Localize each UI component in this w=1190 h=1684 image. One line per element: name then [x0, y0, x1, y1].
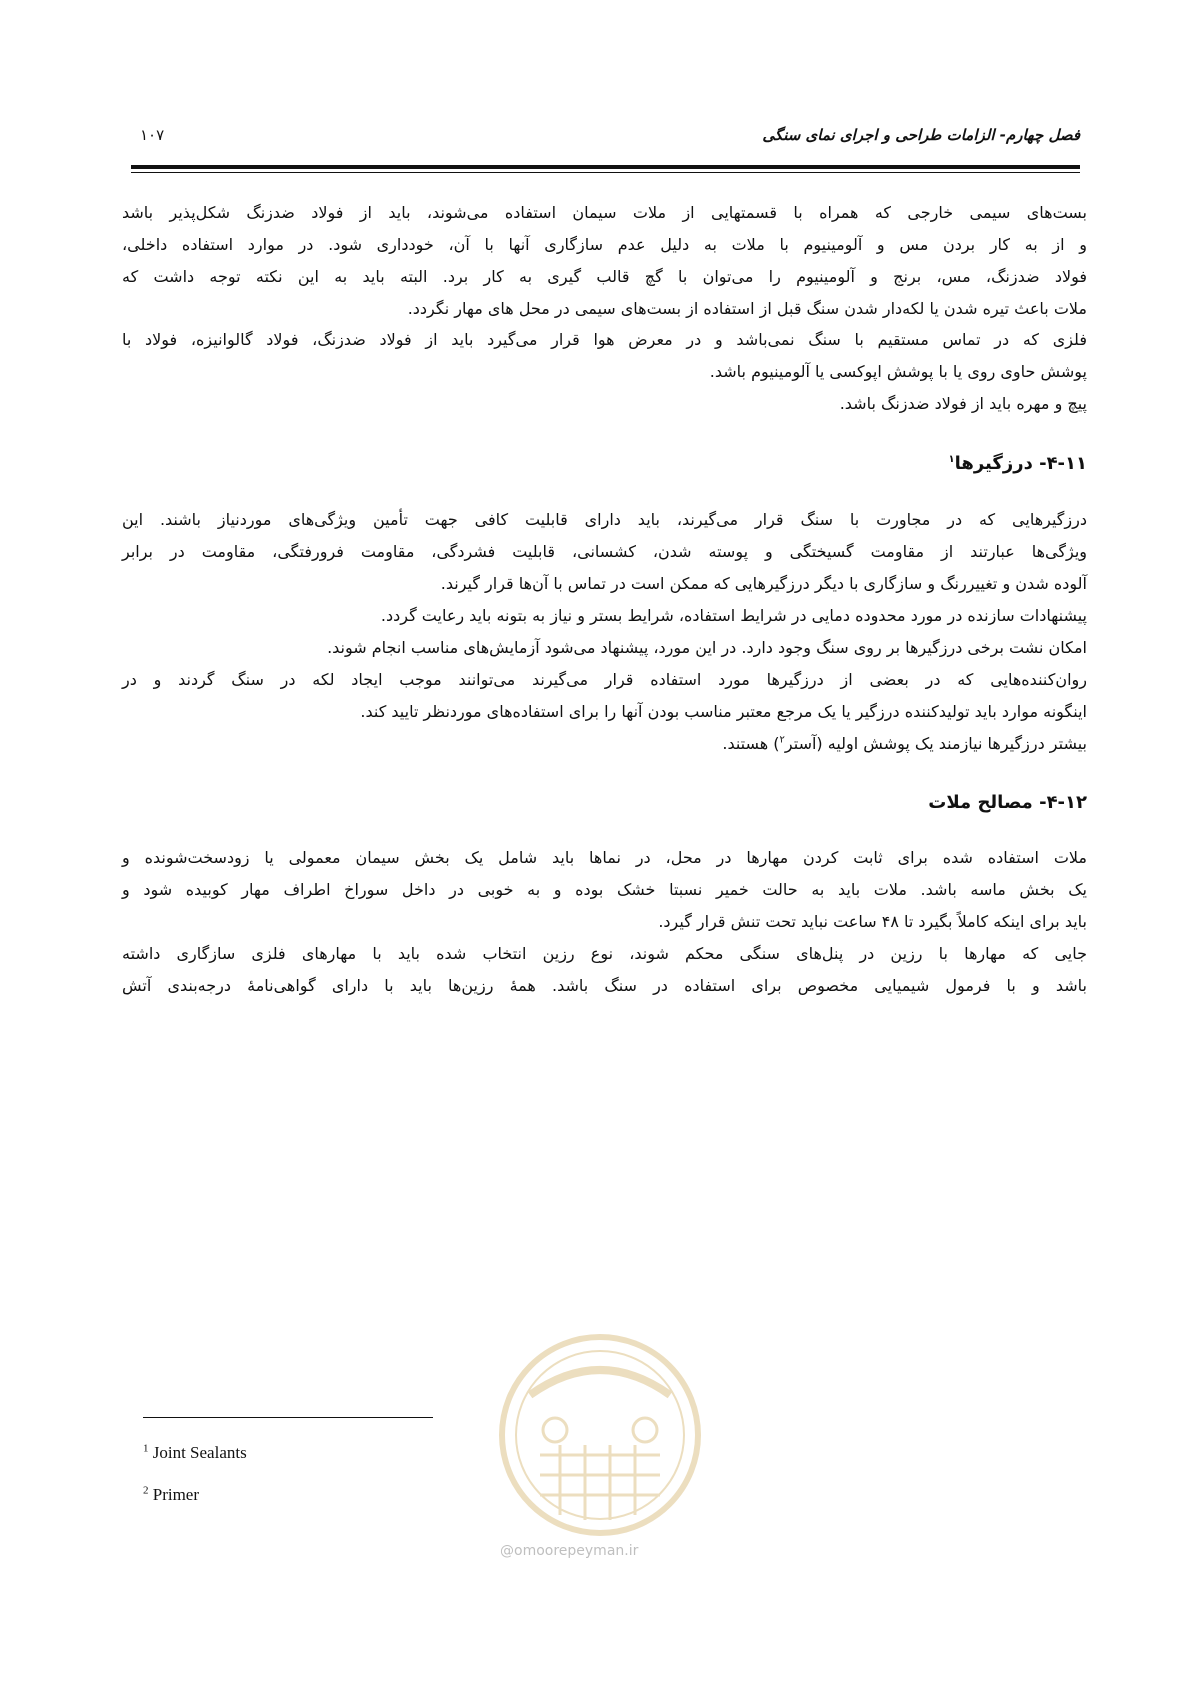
paragraph-line: اینگونه موارد باید تولیدکننده درزگیر یا یک مرجع معتبر مناسب بودن آنها را برای استفاده‌های موردنظر تایید کند.	[360, 702, 1087, 721]
paragraph-line: فولاد ضدزنگ، مس، برنج و آلومینیوم را می‌توان با گچ قالب گیری به کار برد. البته باید به این نکته توجه داشت که	[122, 267, 1087, 286]
paragraph-line: پوشش حاوی روی یا با پوشش اپوکسی یا آلومینیوم باشد.	[709, 362, 1087, 381]
section-heading	[949, 453, 1088, 474]
paragraph-text: بیشتر درزگیرها نیازمند یک پوشش اولیه (آستر	[784, 734, 1087, 753]
paragraph-line: آلوده شدن و تغییررنگ و سازگاری با دیگر درزگیرهایی که ممکن است در تماس با آن‌ها قرار گیرند.	[440, 574, 1087, 593]
footnote-rule	[143, 1417, 433, 1418]
watermark-logo-icon	[470, 1325, 730, 1565]
footnote-ref: ۱	[948, 454, 955, 465]
header-rule-thick	[131, 165, 1080, 169]
footnote-text: Joint Sealants	[152, 1443, 247, 1462]
paragraph-line: ویژگی‌ها عبارتند از مقاومت گسیختگی و پوسته شدن، کشسانی، قابلیت فشردگی، مقاومت فرورفتگی، مقاومت در برابر	[122, 542, 1087, 561]
chapter-title: فصل چهارم- الزامات طراحی و اجرای نمای سنگی	[762, 126, 1080, 144]
watermark-url: @omoorepeyman.ir	[500, 1543, 639, 1559]
paragraph-line: امکان نشت برخی درزگیرها بر روی سنگ وجود دارد. در این مورد، پیشنهاد می‌شود آزمایش‌های مناسب انجام شوند.	[327, 638, 1087, 657]
paragraph-line: باشد و با فرمول شیمیایی مخصوص برای استفاده در سنگ باشد. همهٔ رزین‌ها باید با دارای گواهی‌نامهٔ درجه‌بندی آتش	[122, 976, 1087, 995]
paragraph-line: ملات باعث تیره شدن یا لکه‌دار شدن سنگ قبل از استفاده از بست‌های سیمی در محل های مهار نگردد.	[407, 299, 1087, 318]
paragraph-line: باید برای اینکه کاملاً بگیرد تا ۴۸ ساعت نباید تحت تنش قرار گیرد.	[658, 912, 1087, 931]
running-header	[140, 126, 1080, 150]
paragraph-line: پیشنهادات سازنده در مورد محدوده دمایی در شرایط استفاده، شرایط بستر و نیاز به بتونه باید رعایت گردد.	[380, 606, 1087, 625]
footnote-number: 2	[143, 1484, 149, 1497]
paragraph-line	[722, 729, 1087, 760]
section-heading-text: ۴-۱۱- درزگیرها	[954, 453, 1087, 474]
paragraph-line: و از به کار بردن مس و آلومینیوم با ملات به دلیل عدم سازگاری آنها با آن، خودداری شود. در موارد استفاده داخلی،	[122, 235, 1087, 254]
paragraph-line: بست‌های سیمی خارجی که همراه با قسمتهایی از ملات سیمان استفاده می‌شوند، باید از فولاد ضدزنگ شکل‌پذیر باشد	[122, 203, 1087, 222]
paragraph-line: یک بخش ماسه باشد. ملات باید به حالت خمیر نسبتا خشک بوده و به خوبی در داخل سوراخ اطراف مهار کوبیده شود و	[122, 880, 1087, 899]
footnote-text: Primer	[152, 1485, 200, 1504]
paragraph-line: پیچ و مهره باید از فولاد ضدزنگ باشد.	[839, 394, 1087, 413]
footnote-number: 1	[143, 1442, 149, 1455]
paragraph-line: روان‌کننده‌هایی که در بعضی از درزگیرها مورد استفاده قرار می‌گیرند می‌توانند موجب ایجاد لکه در سنگ گردند و در	[122, 670, 1087, 689]
paragraph-line: فلزی که در تماس مستقیم با سنگ نمی‌باشد و در معرض هوا قرار می‌گیرد باید از فولاد ضدزنگ، فولاد گالوانیزه، فولاد با	[122, 330, 1087, 349]
paragraph-line: جایی که مهارها با رزین در پنل‌های سنگی محکم شوند، نوع رزین انتخاب شده باید با مهارهای فلزی سازگاری داشته	[122, 944, 1087, 963]
footnote	[143, 1443, 247, 1463]
paragraph-line: درزگیرهایی که در مجاورت با سنگ قرار می‌گیرند، باید دارای قابلیت کافی جهت تأمین ویژگی‌های موردنیاز باشند. این	[122, 510, 1087, 529]
section-heading: ۴-۱۲- مصالح ملات	[928, 792, 1087, 813]
footnote-ref: ۲	[779, 734, 785, 746]
paragraph-line: ملات استفاده شده برای ثابت کردن مهارها در محل، در نماها باید شامل یک بخش سیمان معمولی یا زودسخت‌شونده و	[122, 848, 1087, 867]
page-number: ۱۰۷	[140, 126, 165, 144]
paragraph-text: ) هستند.	[722, 734, 780, 753]
header-rule-thin	[131, 172, 1080, 173]
footnote	[143, 1485, 199, 1505]
